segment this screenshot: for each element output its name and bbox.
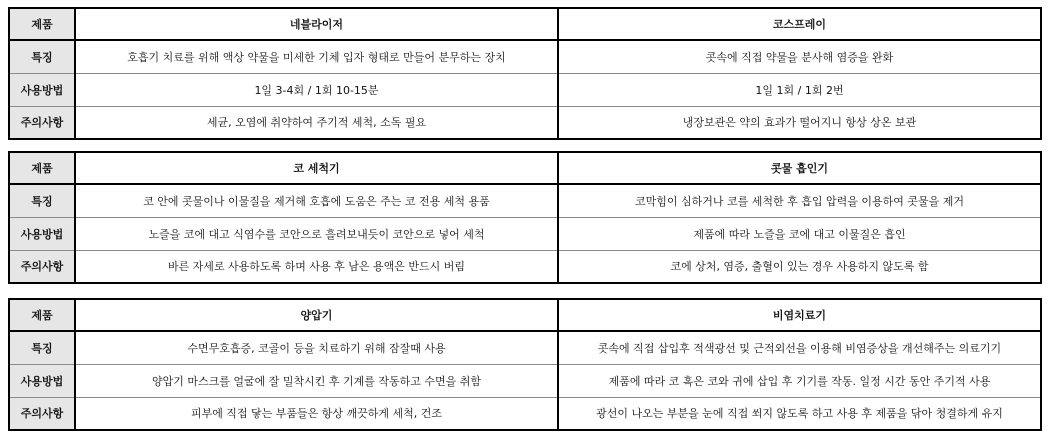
caution-cell: 바른 자세로 사용하도록 하며 사용 후 남은 용액은 반드시 버림 (75, 250, 558, 283)
product-name-cpap: 양압기 (75, 299, 558, 331)
feature-cell: 수면무호흡증, 코골이 등을 치료하기 위해 잠잘때 사용 (75, 331, 558, 364)
caution-cell: 세균, 오염에 취약하여 주기적 세척, 소독 필요 (75, 106, 558, 139)
usage-cell: 제품에 따라 노즐을 코에 대고 이물질은 흡인 (558, 217, 1041, 250)
caution-row (9, 397, 1041, 430)
feature-row (9, 40, 1041, 73)
feature-label: 특징 (9, 40, 75, 73)
usage-cell: 1일 1회 / 1회 2번 (558, 73, 1041, 106)
header-row (9, 299, 1041, 331)
caution-cell: 코에 상처, 염증, 출혈이 있는 경우 사용하지 않도록 함 (558, 250, 1041, 283)
product-table-2 (8, 151, 1042, 284)
usage-cell: 양압기 마스크를 얼굴에 잘 밀착시킨 후 기계를 작동하고 수면을 취함 (75, 364, 558, 397)
feature-label: 특징 (9, 184, 75, 217)
product-name-nasal-spray: 코스프레이 (558, 8, 1041, 40)
product-label: 제품 (9, 299, 75, 331)
usage-row (9, 217, 1041, 250)
feature-label: 특징 (9, 331, 75, 364)
product-name-nebulizer: 네블라이저 (75, 8, 558, 40)
usage-cell: 노즐을 코에 대고 식염수를 코안으로 흘려보내듯이 코안으로 넣어 세척 (75, 217, 558, 250)
feature-cell: 콧속에 직접 삽입후 적색광선 및 근적외선을 이용해 비염증상을 개선해주는 의료기기 (558, 331, 1041, 364)
caution-cell: 피부에 직접 닿는 부품들은 항상 깨끗하게 세척, 건조 (75, 397, 558, 430)
feature-row (9, 331, 1041, 364)
caution-label: 주의사항 (9, 250, 75, 283)
feature-cell: 호흡기 치료를 위해 액상 약물을 미세한 기체 입자 형태로 만들어 분무하는 장치 (75, 40, 558, 73)
caution-label: 주의사항 (9, 397, 75, 430)
usage-label: 사용방법 (9, 73, 75, 106)
usage-cell: 1일 3-4회 / 1회 10-15분 (75, 73, 558, 106)
product-name-nasal-irrigator: 코 세척기 (75, 152, 558, 184)
caution-cell: 냉장보관은 약의 효과가 떨어지니 항상 상온 보관 (558, 106, 1041, 139)
usage-row (9, 364, 1041, 397)
caution-row (9, 106, 1041, 139)
product-label: 제품 (9, 152, 75, 184)
caution-label: 주의사항 (9, 106, 75, 139)
feature-cell: 코 안에 콧물이나 이물질을 제거해 호흡에 도움은 주는 코 전용 세척 용품 (75, 184, 558, 217)
feature-row (9, 184, 1041, 217)
product-table-3 (8, 298, 1042, 431)
caution-cell: 광선이 나오는 부분을 눈에 직접 쐬지 않도록 하고 사용 후 제품을 닦아 청결하게 유지 (558, 397, 1041, 430)
header-row (9, 152, 1041, 184)
usage-cell: 제품에 따라 코 혹은 코와 귀에 삽입 후 기기를 작동. 일정 시간 동안 주기적 사용 (558, 364, 1041, 397)
usage-label: 사용방법 (9, 364, 75, 397)
product-name-rhinitis-device: 비염치료기 (558, 299, 1041, 331)
product-name-nasal-aspirator: 콧물 흡인기 (558, 152, 1041, 184)
usage-label: 사용방법 (9, 217, 75, 250)
caution-row (9, 250, 1041, 283)
product-table-1 (8, 7, 1042, 140)
feature-cell: 코막힘이 심하거나 코를 세척한 후 흡입 압력을 이용하여 콧물을 제거 (558, 184, 1041, 217)
feature-cell: 콧속에 직접 약물을 분사해 염증을 완화 (558, 40, 1041, 73)
header-row (9, 8, 1041, 40)
usage-row (9, 73, 1041, 106)
product-label: 제품 (9, 8, 75, 40)
